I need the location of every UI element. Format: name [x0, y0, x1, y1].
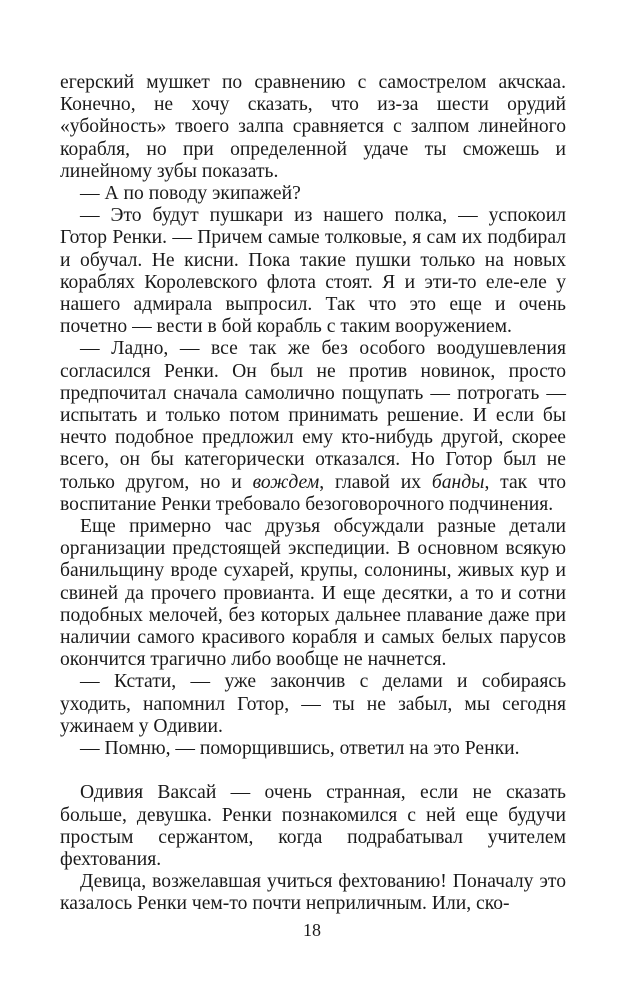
- paragraph: [60, 782, 566, 871]
- paragraph: [60, 72, 566, 183]
- page-number: 18: [303, 920, 321, 940]
- paragraph: [60, 738, 566, 760]
- italic-text-run: вождем: [252, 471, 320, 493]
- paragraph: [60, 205, 566, 338]
- section-break: [60, 760, 566, 782]
- paragraph: [60, 338, 566, 516]
- paragraph: [60, 183, 566, 205]
- text-run: — Кстати, — уже закончив с делами и собираясь уходить, напомнил Готор, — ты не забыл, мы сегодня ужинаем у Одивии.: [60, 671, 566, 737]
- text-run: — А по поводу экипажей?: [80, 183, 301, 205]
- text-run: , главой их: [319, 471, 432, 493]
- text-run: егерский мушкет по сравнению с самострелом акчскаа. Конечно, не хочу сказать, что из-за шести орудий «убойность» твоего залпа сравняется с залпом линейного корабля, но при определенной удаче ты сможешь и линейному зубы показать.: [60, 72, 566, 182]
- book-page-text: [60, 72, 566, 916]
- text-run: — Помню, — поморщившись, ответил на это Ренки.: [80, 738, 520, 760]
- text-run: Одивия Ваксай — очень странная, если не сказать больше, девушка. Ренки познакомился с ней еще будучи простым сержантом, когда подрабатывал учителем фехтования.: [60, 782, 566, 870]
- paragraph: [60, 671, 566, 738]
- italic-text-run: банды: [431, 471, 485, 493]
- text-run: Еще примерно час друзья обсуждали разные детали организации предстоящей экспедиции. В основном всякую банильщину вроде сухарей, крупы, солонины, живых кур и свиней да прочего провианта. И еще десятки, а то и сотни подобных мелочей, без которых дальнее плавание даже при наличии самого красивого корабля и самых белых парусов окончится трагично либо вообще не начнется.: [60, 516, 566, 671]
- paragraph: [60, 871, 566, 915]
- text-run: — Это будут пушкари из нашего полка, — успокоил Готор Ренки. — Причем самые толковые, я сам их подбирал и обучал. Не кисни. Пока такие пушки только на новых кораблях Королевского флота стоят. Я и эти-то еле-еле у нашего адмирала выпросил. Так что это еще и очень почетно — вести в бой корабль с таким вооружением.: [60, 205, 566, 338]
- text-run: Девица, возжелавшая учиться фехтованию! Поначалу это казалось Ренки чем-то почти неприличным. Или, ско-: [60, 871, 566, 915]
- text-run: — Ладно, — все так же без особого воодушевления согласился Ренки. Он был не против новинок, просто предпочитал сначала самолично пощупать — потрогать — испытать и только потом принимать решение. И если бы нечто подобное предложил ему кто-нибудь другой, скорее всего, он бы категорически отказался. Но Готор был не только другом, но и: [60, 338, 566, 493]
- paragraph: [60, 516, 566, 671]
- text-run: , так что воспитание Ренки требовало безоговорочного подчинения.: [60, 471, 566, 515]
